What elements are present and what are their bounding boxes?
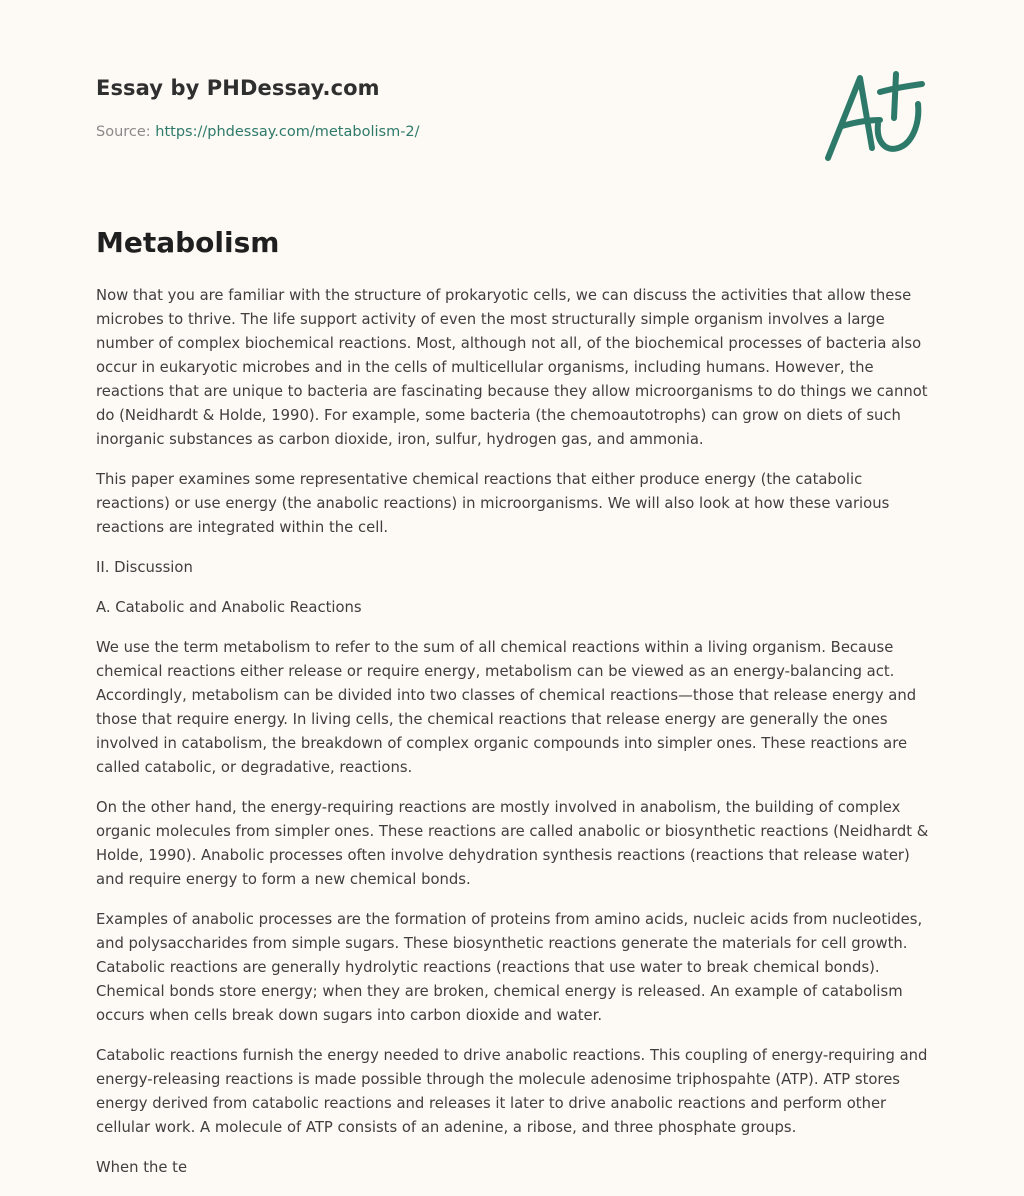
truncated-paragraph: When the te — [96, 1159, 188, 1176]
subsection-heading: A. Catabolic and Anabolic Reactions — [96, 599, 362, 616]
paragraph: We use the term metabolism to refer to the sum of all chemical reactions within a living organism. Because chemical reactions either release or require energy, metabolism can be viewed as an energy-balancing act. Accordingly, metabolism can be divided into two classes of chemical reactions—those that release energy and those that require energy. In living cells, the chemical reactions that release energy are generally the ones involved in catabolism, the breakdown of complex organic compounds into simpler ones. These reactions are called catabolic, or degradative, reactions. — [96, 639, 917, 776]
paragraph: On the other hand, the energy-requiring reactions are mostly involved in anabolism, the building of complex organic molecules from simpler ones. These reactions are called anabolic or biosynthetic reactions (Neidhardt & Holde, 1990). Anabolic processes often involve dehydration synthesis reactions (reactions that release water) and require energy to form a new chemical bonds. — [96, 799, 929, 888]
paragraph: Examples of anabolic processes are the formation of proteins from amino acids, nucleic acids from nucleotides, and polysaccharides from simple sugars. These biosynthetic reactions generate the materials for cell growth. Catabolic reactions are generally hydrolytic reactions (reactions that use water to break chemical bonds). Chemical bonds store energy; when they are broken, chemical energy is released. An example of catabolism occurs when cells break down sugars into carbon dioxide and water. — [96, 911, 923, 1024]
paragraph: This paper examines some representative chemical reactions that either produce energy (the catabolic reactions) or use energy (the anabolic reactions) in microorganisms. We will also look at how these various reactions are integrated within the cell. — [96, 471, 890, 536]
a-plus-logo-icon — [820, 64, 930, 168]
article-body — [96, 284, 932, 1196]
source-link[interactable]: https://phdessay.com/metabolism-2/ — [155, 124, 420, 140]
source-line — [96, 124, 420, 140]
section-heading: II. Discussion — [96, 559, 193, 576]
site-title: Essay by PHDessay.com — [96, 76, 380, 100]
essay-page — [96, 0, 932, 1176]
paragraph: Now that you are familiar with the structure of prokaryotic cells, we can discuss the activities that allow these microbes to thrive. The life support activity of even the most structurally simple organism involves a large number of complex biochemical reactions. Most, although not all, of the biochemical processes of bacteria also occur in eukaryotic microbes and in the cells of multicellular organisms, including humans. However, the reactions that are unique to bacteria are fascinating because they allow microorganisms to do things we cannot do (Neidhardt & Holde, 1990). For example, some bacteria (the chemoautotrophs) can grow on diets of such inorganic substances as carbon dioxide, iron, sulfur, hydrogen gas, and ammonia. — [96, 287, 928, 448]
article-title: Metabolism — [96, 226, 280, 259]
paragraph: Catabolic reactions furnish the energy needed to drive anabolic reactions. This coupling of energy-requiring and energy-releasing reactions is made possible through the molecule adenosime triphospahte (ATP). ATP stores energy derived from catabolic reactions and releases it later to drive anabolic reactions and perform other cellular work. A molecule of ATP consists of an adenine, a ribose, and three phosphate groups. — [96, 1047, 928, 1136]
page-header — [96, 0, 932, 200]
source-label: Source: — [96, 124, 151, 140]
